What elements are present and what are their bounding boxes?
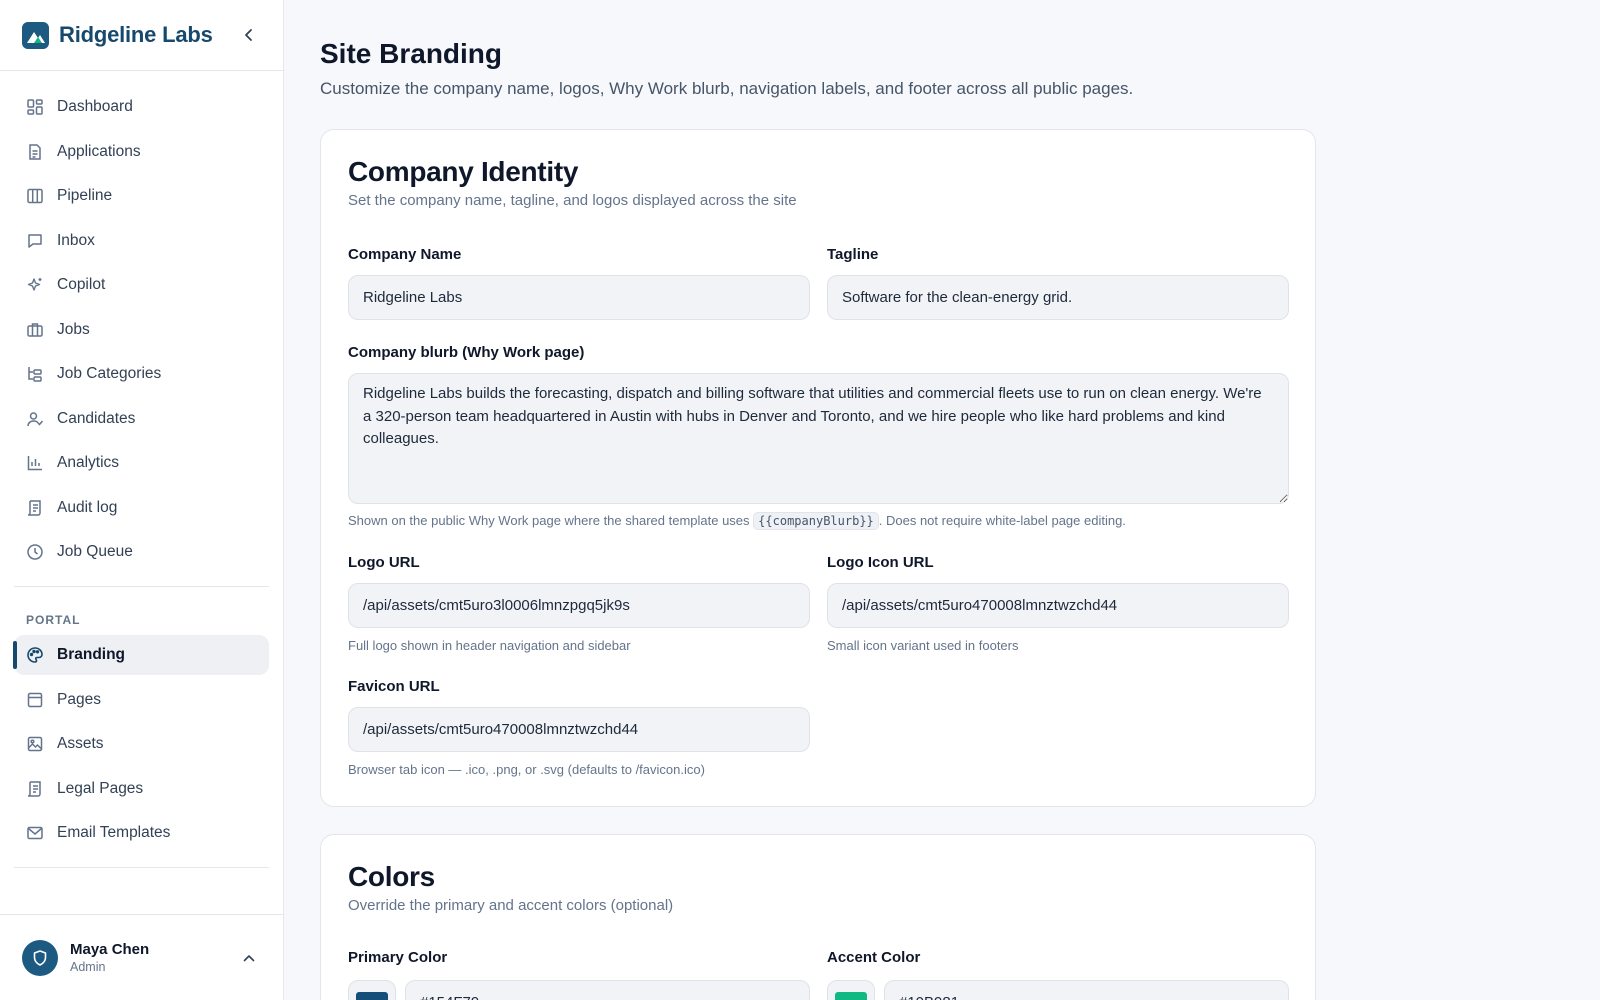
company-blurb-hint <box>348 513 1126 528</box>
colors-card <box>320 834 1316 1000</box>
bar-chart-icon <box>26 454 44 472</box>
hint-text: . Does not require white-label page editing. <box>878 513 1126 528</box>
company-blurb-textarea[interactable] <box>348 373 1289 504</box>
briefcase-icon <box>26 321 44 339</box>
user-menu-toggle[interactable] <box>237 946 261 970</box>
user-info <box>70 941 149 974</box>
avatar <box>22 940 58 976</box>
layout-icon <box>26 691 44 709</box>
sidebar-item-dashboard[interactable] <box>14 87 269 127</box>
tree-icon <box>26 365 44 383</box>
sidebar-item-label: Audit log <box>57 498 118 516</box>
sidebar-item-copilot[interactable] <box>14 265 269 305</box>
favicon-url-input[interactable] <box>348 707 810 752</box>
primary-color-preview <box>356 992 388 1000</box>
card-title: Colors <box>348 861 435 892</box>
sidebar-item-label: Legal Pages <box>57 779 144 797</box>
sidebar-item-label: Job Queue <box>57 543 133 560</box>
hint-text: Shown on the public Why Work page where the shared template uses <box>348 513 750 528</box>
sidebar-item-label: Applications <box>57 142 141 160</box>
sidebar-item-label: Dashboard <box>57 98 133 115</box>
brand-logo-icon <box>22 22 49 49</box>
company-name-label: Company Name <box>348 246 462 263</box>
sidebar-item-job-categories[interactable] <box>14 354 269 394</box>
sidebar-item-label: Analytics <box>57 454 120 471</box>
sidebar-item-analytics[interactable] <box>14 443 269 483</box>
chevron-left-icon <box>242 28 256 42</box>
logo-icon-url-hint: Small icon variant used in footers <box>827 638 1019 653</box>
palette-icon <box>26 646 44 664</box>
primary-color-swatch[interactable] <box>348 980 396 1000</box>
sidebar-item-label: Candidates <box>57 409 136 427</box>
sidebar-divider <box>14 586 269 587</box>
logo-icon-url-label: Logo Icon URL <box>827 554 934 571</box>
sidebar-item-label: Branding <box>57 646 126 663</box>
primary-color-label: Primary Color <box>348 949 448 966</box>
card-title: Company Identity <box>348 156 579 187</box>
portal-section-label: PORTAL <box>26 613 81 627</box>
favicon-url-label: Favicon URL <box>348 678 440 695</box>
sidebar-item-jobs[interactable] <box>14 310 269 350</box>
brand-name: Ridgeline Labs <box>59 22 213 47</box>
logo-url-input[interactable] <box>348 583 810 628</box>
template-variable-code: {{companyBlurb}} <box>753 512 879 530</box>
sidebar-divider <box>14 867 269 868</box>
logo-url-label: Logo URL <box>348 554 420 571</box>
mail-icon <box>26 824 44 842</box>
favicon-url-hint: Browser tab icon — .ico, .png, or .svg (defaults to /favicon.ico) <box>348 762 705 777</box>
sidebar-item-applications[interactable] <box>14 132 269 172</box>
card-subtitle: Set the company name, tagline, and logos displayed across the site <box>348 192 797 209</box>
columns-icon <box>26 187 44 205</box>
image-icon <box>26 735 44 753</box>
page-subtitle: Customize the company name, logos, Why Work blurb, navigation labels, and footer across all public pages. <box>320 79 1134 98</box>
sidebar-item-label: Copilot <box>57 276 106 293</box>
company-blurb-label: Company blurb (Why Work page) <box>348 344 585 361</box>
sidebar-item-label: Pipeline <box>57 187 113 204</box>
accent-color-input[interactable] <box>884 980 1289 1000</box>
sidebar-item-inbox[interactable] <box>14 221 269 261</box>
collapse-sidebar-button[interactable] <box>237 23 261 47</box>
scroll-text-icon <box>26 780 44 798</box>
accent-color-swatch[interactable] <box>827 980 875 1000</box>
shield-icon <box>31 949 49 967</box>
document-icon <box>26 143 44 161</box>
sidebar-item-label: Job Categories <box>57 365 162 382</box>
accent-color-preview <box>835 992 867 1000</box>
sidebar-item-job-queue[interactable] <box>14 532 269 572</box>
sidebar-item-label: Email Templates <box>57 824 171 841</box>
user-role: Admin <box>70 960 106 974</box>
page-title: Site Branding <box>320 38 503 69</box>
sidebar-item-pages[interactable] <box>14 680 269 720</box>
sidebar <box>0 0 284 1000</box>
chevron-up-icon <box>242 951 256 965</box>
sparkles-icon <box>26 276 44 294</box>
scroll-icon <box>26 499 44 517</box>
logo-url-hint: Full logo shown in header navigation and sidebar <box>348 638 631 653</box>
user-name: Maya Chen <box>70 941 150 958</box>
sidebar-item-pipeline[interactable] <box>14 176 269 216</box>
company-identity-card <box>320 129 1316 807</box>
logo-icon-url-input[interactable] <box>827 583 1289 628</box>
tagline-input[interactable] <box>827 275 1289 320</box>
user-menu[interactable] <box>0 914 283 1000</box>
brand-header <box>0 0 283 71</box>
sidebar-item-label: Pages <box>57 690 101 708</box>
primary-color-input[interactable] <box>405 980 810 1000</box>
accent-color-label: Accent Color <box>827 949 921 966</box>
company-name-input[interactable] <box>348 275 810 320</box>
user-check-icon <box>26 410 44 428</box>
sidebar-item-label: Jobs <box>57 320 90 338</box>
sidebar-item-legal-pages[interactable] <box>14 769 269 809</box>
clock-icon <box>26 543 44 561</box>
sidebar-item-label: Inbox <box>57 231 95 249</box>
sidebar-item-branding[interactable] <box>14 635 269 675</box>
sidebar-item-label: Assets <box>57 735 104 752</box>
sidebar-item-email-templates[interactable] <box>14 813 269 853</box>
dashboard-icon <box>26 98 44 116</box>
main-content <box>284 0 1600 1000</box>
main-nav <box>0 71 283 868</box>
sidebar-item-candidates[interactable] <box>14 399 269 439</box>
card-subtitle: Override the primary and accent colors (optional) <box>348 897 674 914</box>
sidebar-item-assets[interactable] <box>14 724 269 764</box>
message-icon <box>26 232 44 250</box>
sidebar-item-audit-log[interactable] <box>14 488 269 528</box>
tagline-label: Tagline <box>827 246 879 263</box>
